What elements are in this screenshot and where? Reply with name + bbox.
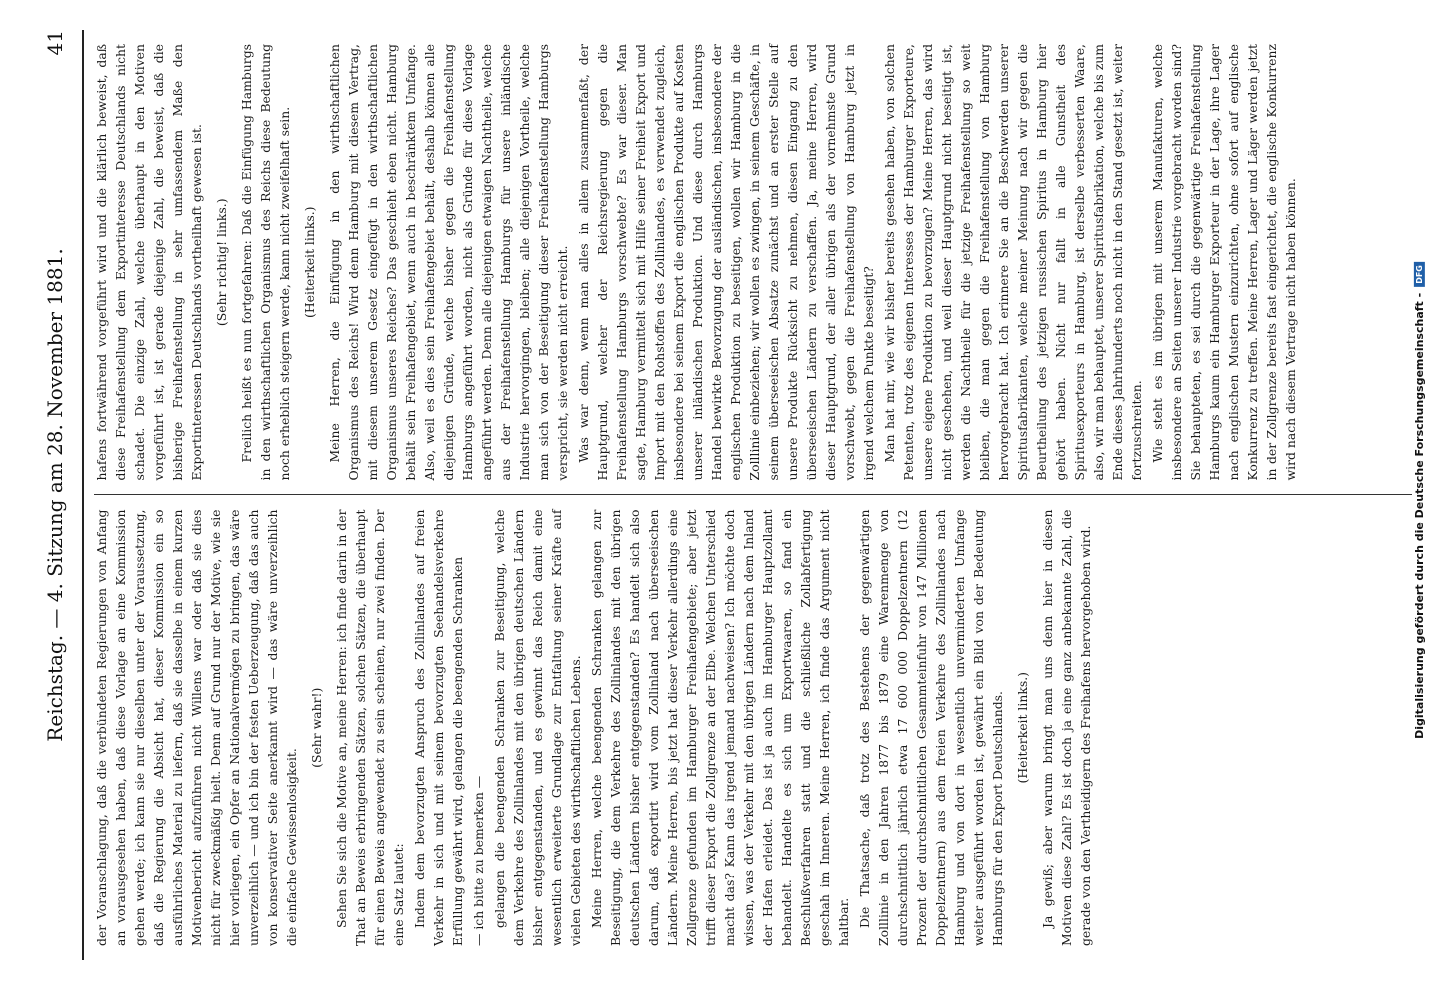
paragraph: Was war denn, wenn man alles in allem zusammenfaßt, der Hauptgrund, welcher der Reichsregierung gegen die Freihafenstellung Hamburgs vorschwebte? Es war dieser. Man sagte, Hamburg vermittelt sich mit Hilfe seiner Freiheit Export und Import mit den Rohstoffen des Zollinlandes, es verwendet zugleich, insbesondere bei seinem Export die englischen Produkte auf Kosten unserer inländischen Produktion. Und diese durch Hamburgs Handel bewirkte Bevorzugung der ausländischen, insbesondere der englischen Produktion zu beseitigen, wollen wir Hamburg in die Zolllinie einbeziehen; wir wollen es zwingen, in seinem Geschäfte, in seinem überseeischen Absatze zunächst und an erster Stelle auf unsere Produkte Rücksicht zu nehmen, diesen Eingang zu den überseeischen Ländern zu verschaffen. Ja, meine Herren, wird dieser Hauptgrund, der aller übrigen als der vornehmste Grund vorschwebt, gegen die Freihafenstellung von Hamburg jetzt in irgend welchem Punkte beseitigt? <box>576 44 876 481</box>
paragraph: der Voranschlagung, daß die verbündeten Regierungen von Anfang an vorausgesehen haben, daß diese Vorlage an eine Kommission gehen werde; ich kann sie nur dieselben unter der Voraussetzung, daß die Regierung die Absicht hat, dieser Kommission ein so ausführliches Material zu liefern, daß sie dasselbe in einem kurzen Motivenbericht aufzuführen nicht Willens war oder daß sie dies nicht für zweckmäßig hielt. Denn auf Grund nur der Motive, wie sie hier vorliegen, ein Opfer an Nationalvermögen zu bringen, das wäre unverzeihlich — und ich bin der festen Ueberzeugung, daß das auch von konservativer Seite anerkannt wird — das wäre unverzeihlich die einfache Gewissenlosigkeit. <box>94 509 299 946</box>
paragraph: gelangen die beengenden Schranken zur Beseitigung, welche dem Verkehre des Zollinlandes mit den übrigen deutschen Ländern bisher entgegenstanden, und es gewinnt das Reich damit eine wesentlich erweiterte Grundlage zur Entfaltung seiner Kräfte auf vielen Gebieten des wirthschaftlichen Lebens. <box>492 509 583 946</box>
column-divider <box>94 495 1412 496</box>
paragraph: — ich bitte zu bemerken — <box>471 775 486 946</box>
paragraph: Meine Herren, welche beengenden Schranken gelangen zur Beseitigung, die dem Verkehre des Zollinlandes mit den übrigen deutschen Ländern bisher entgegenstanden? Es handelt sich also darum, daß exportirt wird vom Zollinland nach überseeischen Ländern. Meine Herren, bis jetzt hat dieser Verkehr allerdings eine Zollgrenze gefunden im Hamburger Freihafengebiete; aber jetzt trifft dieser Export die Zollgrenze an der Elbe. Welchen Unterschied macht das? Kann das irgend jemand nachweisen? Ich möchte doch wissen, was der Verkehr mit den übrigen Ländern nach dem Inland der Hafen erleidet. Das ist ja auch im Hamburger Hauptzollamt behandelt. Handelte es sich um Exportwaaren, so fand ein Beschlußverfahren statt und die schließliche Zollabfertigung geschah im Inneren. Meine Herren, ich finde das Argument nicht haltbar. <box>589 509 851 946</box>
paragraph: Ja gewiß; aber warum bringt man uns denn hier in diesen Motiven diese Zahl? Es ist doch ja eine ganz anbekannte Zahl, die gerade von den Vertheidigern des Freihafens hervorgehoben wird. <box>1040 509 1093 946</box>
paragraph: Wie steht es im übrigen mit unserem Manufakturen, welche insbesondere an Seiten unserer Industrie vorgebracht worden sind? Sie behaupteten, es sei durch die gegenwärtige Freihafenstellung Hamburgs kaum ein Hamburger Exporteur in der Lage, ihre Lager nach englischen Mustern einzurichten, ohne sofort auf englische Konkurrenz zu treffen. Meine Herren, Lager und Läger werden jetzt in der Zollgrenze bereits fast eingerichtet, die englische Konkurrenz wird nach diesem Vertrage nicht haben können. <box>1150 44 1298 481</box>
digitization-credit <box>1406 0 1432 1000</box>
paragraph: Die Thatsache, daß trotz des Bestehens der gegenwärtigen Zolllinie in den Jahren 1877 bis 1879 eine Warenmenge von durchschnittlich jährlich etwa 17 600 000 Doppelzentnern (12 Prozent der durchschnittlichen Gesammteinfuhr von 147 Millionen Doppelzentnern) aus dem freien Verkehre des Zollinlandes nach Hamburg und von dort in wesentlich unverminderten Umfange weiter ausgeführt worden ist, gewährt ein Bild von der Bedeutung Hamburgs für den Export Deutschlands. <box>857 509 1005 946</box>
interjection: (Sehr wahr!) <box>309 687 324 768</box>
text-columns <box>92 30 1412 960</box>
interjection: (Sehr richtig! links.) <box>214 198 229 327</box>
column-left <box>92 496 1412 961</box>
header-rule <box>82 30 84 960</box>
paragraph: Man hat mir, wie wir bisher bereits gesehen haben, von solchen Petenten, trotz des eigenen Interesses der Hamburger Exporteure, unsere eigene Produktion zu bevorzugen? Meine Herren, das wird nicht geschehen, und weil dieser Hauptgrund nicht beseitigt ist, werden die Nachtheile für die jetzige Freihafenstellung so weit bleiben, die man gegen die Freihafenstellung von Hamburg hervorgebracht hat. Ich erinnere Sie an die Beschwerden unserer Spiritusfabrikanten, welche meiner Meinung nach wir gegen die Beurtheilung des jetzigen russischen Spiritus in Hamburg hier gehört haben. Nicht nur fallt in alle Gunstheit des Spiritusexporteurs in Hamburg, ist derselbe verbesserten Waare, also, wir man behauptet, unserer Spiritusfabrikation, welche bis zum Ende dieses Jahrhunderts noch nicht in den Stand gesetzt ist, weiter fortzuschreiten. <box>882 44 1144 481</box>
column-right <box>92 30 1412 495</box>
paragraph: Indem dem bevorzugten Anspruch des Zollinlandes auf freien Verkehr in sich und mit seinem bevorzugten Seehandelsverkehre Erfüllung gewährt wird, gelangen die beengenden Schranken <box>412 509 465 946</box>
paragraph: hafens fortwährend vorgeführt wird und die klärlich beweist, daß diese Freihafenstellung dem Exportinteresse Deutschlands nicht schadet. Die einzige Zahl, welche überhaupt in den Motiven vorgeführt ist, ist gerade diejenige Zahl, die beweist, daß die bisherige Freihafenstellung in sehr umfassendem Maße den Exportinteressen Deutschlands vortheilhaft gewesen ist. <box>94 44 204 481</box>
dfg-badge: DFG <box>1414 262 1425 287</box>
paragraph: Sehen Sie sich die Motive an, meine Herren: ich finde darin in der That an Beweis erbringenden Sätzen, solchen Sätzen, die überhaupt für einen Beweis angewendet zu sein scheinen, nur zwei finden. Der eine Satz lautet: <box>334 509 406 946</box>
page-header <box>38 30 72 960</box>
running-title: Reichstag. — 4. Sitzung am 28. November 1881. <box>43 248 67 742</box>
interjection: (Heiterkeit links.) <box>1015 672 1030 784</box>
paragraph: Meine Herren, die Einfügung in den wirthschaftlichen Organismus des Reichs! Wird denn Hamburg mit diesem Vertrag, mit diesem unserem Gesetz eingefügt in den wirthschaftlichen Organismus unseres Reiches? Das geschieht eben nicht. Hamburg behält sein Freihafengebiet, wenn auch in beschränktem Umfange. Also, weil es dies sein Freihafengebiet behält, deshalb können alle diejenigen Gründe, welche bisher gegen die Freihafenstellung Hamburgs angeführt worden, nicht als Gründe für diese Vorlage angeführt werden. Denn alle diejenigen etwaigen Nachtheile, welche aus der Freihafenstellung Hamburgs für unsere inländische Industrie hervorgingen, bleiben; alle diejenigen Vortheile, welche man sich von der Beseitigung dieser Freihafenstellung Hamburgs verspricht, sie werden nicht erreicht. <box>327 44 570 481</box>
page-number: 41 <box>43 30 67 56</box>
credit-text: Digitalisierung gefördert durch die Deutsche Forschungsgemeinschaft - <box>1412 292 1426 739</box>
interjection: (Heiterkeit links.) <box>302 206 317 318</box>
paragraph: Freilich heißt es nun fortgefahren: Daß die Einfügung Hamburgs in den wirthschaftlichen Organismus des Reichs diese Bedeutung noch erheblich steigern werde, kann nicht zweifelhaft sein. <box>239 44 292 481</box>
